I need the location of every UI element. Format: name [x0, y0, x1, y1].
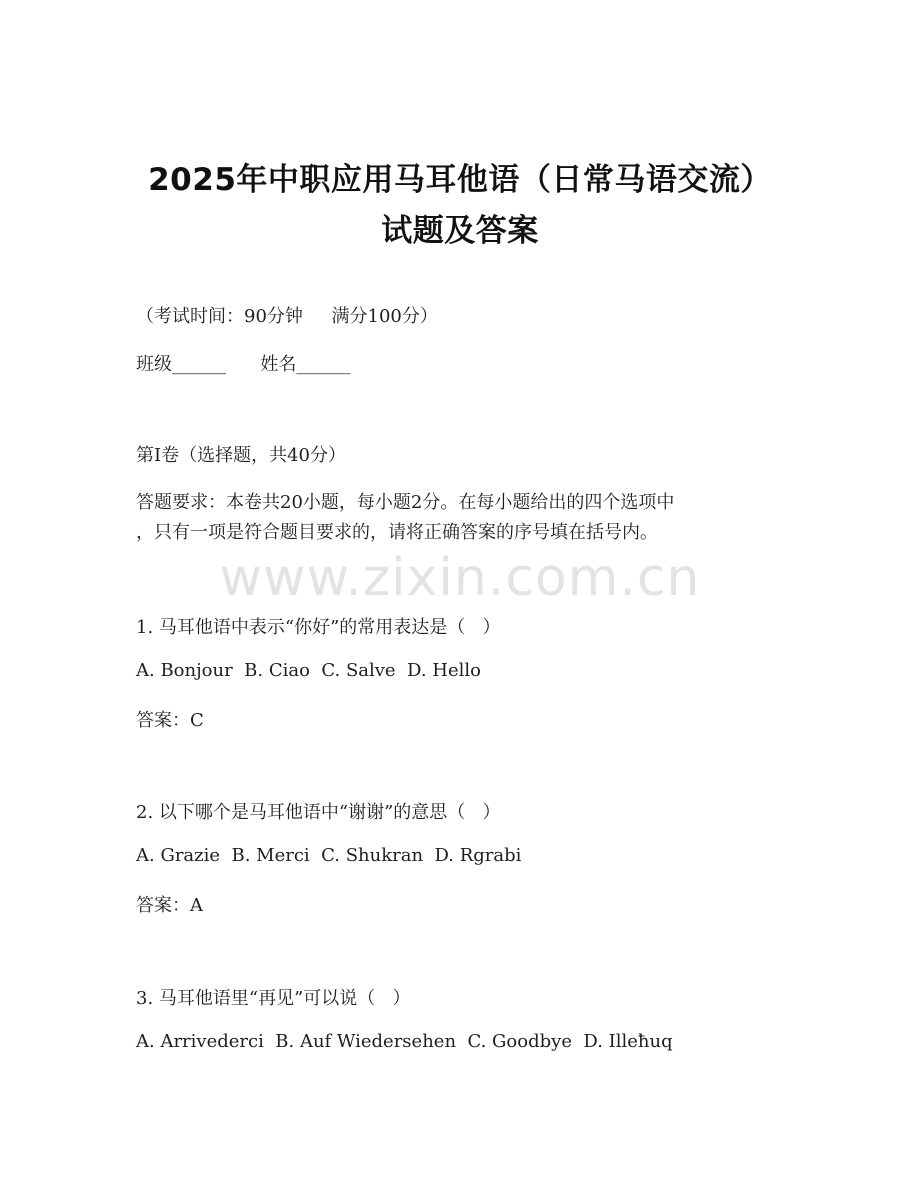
document-title-line-1: 2025年中职应用马耳他语（日常马语交流）	[148, 162, 772, 198]
question-1-options: A. Bonjour B. Ciao C. Salve D. Hello	[136, 660, 481, 681]
class-name-line: 班级______ 姓名______	[136, 354, 351, 375]
watermark: www.zixin.com.cn	[219, 548, 701, 608]
question-2-stem: 2. 以下哪个是马耳他语中“谢谢”的意思（ ）	[136, 802, 501, 823]
instructions-line-1: 答题要求：本卷共20小题，每小题2分。在每小题给出的四个选项中	[136, 492, 675, 513]
question-3-options: A. Arrivederci B. Auf Wiedersehen C. Goodbye D. Illeħuq	[136, 1031, 673, 1052]
instructions-line-2: ，只有一项是符合题目要求的，请将正确答案的序号填在括号内。	[136, 522, 658, 543]
document-title-line-2: 试题及答案	[381, 213, 539, 249]
question-3-stem: 3. 马耳他语里“再见”可以说（ ）	[136, 988, 411, 1009]
question-2-options: A. Grazie B. Merci C. Shukran D. Rgrabi	[136, 845, 522, 866]
question-2-answer: 答案：A	[136, 895, 203, 916]
section-heading: 第I卷（选择题，共40分）	[136, 445, 347, 466]
exam-info: （考试时间：90分钟 满分100分）	[136, 306, 438, 327]
question-1-stem: 1. 马耳他语中表示“你好”的常用表达是（ ）	[136, 617, 501, 638]
question-1-answer: 答案：C	[136, 710, 204, 731]
